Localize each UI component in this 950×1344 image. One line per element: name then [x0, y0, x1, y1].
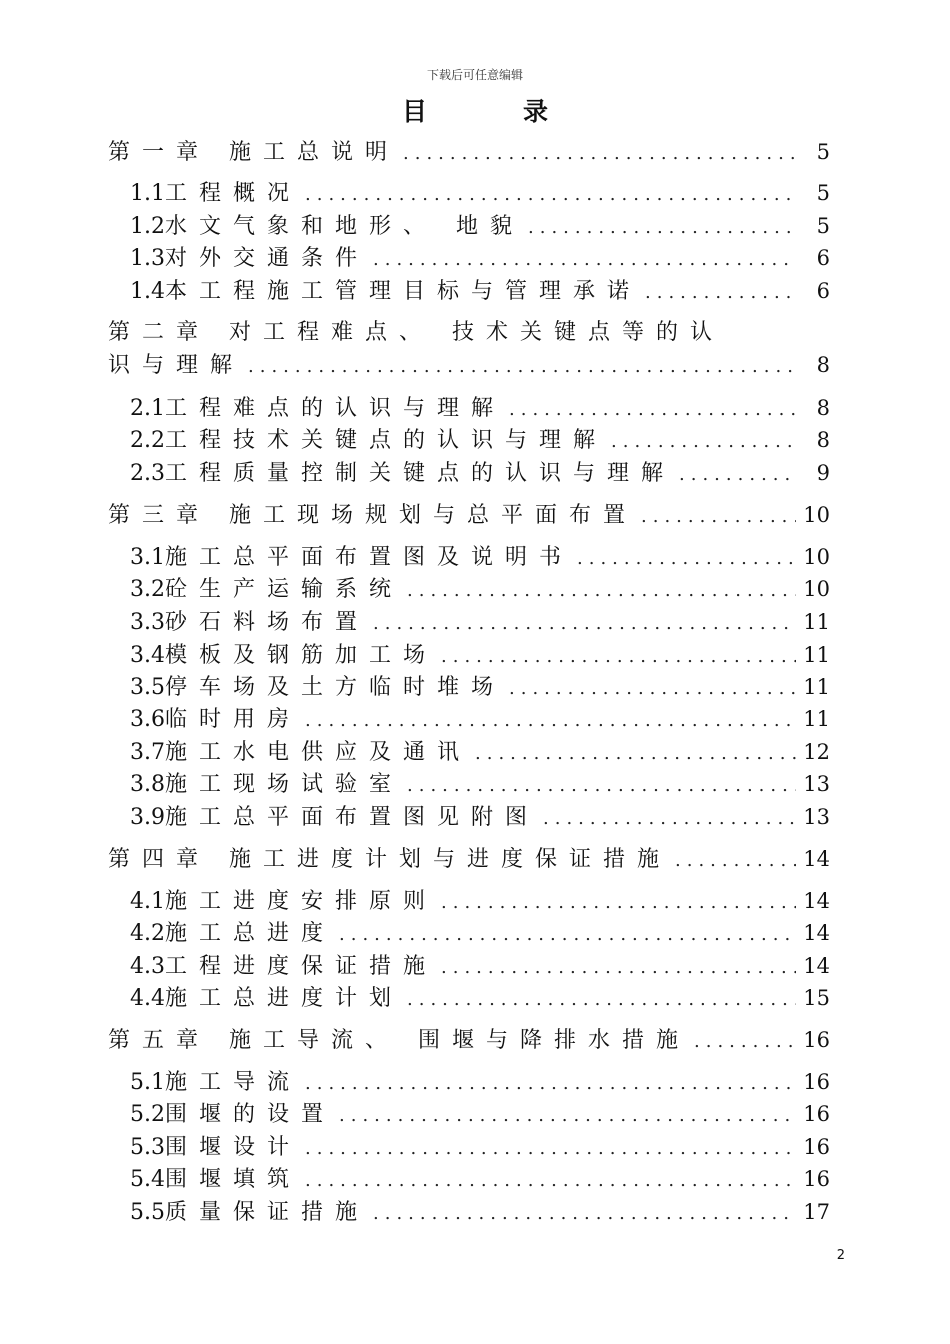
toc-entry-text: 质量保证措施 — [165, 1200, 370, 1225]
toc-leader-dots — [509, 395, 796, 425]
toc-leader-dots — [509, 674, 796, 704]
toc-entry-text: 施工总进度 — [165, 921, 336, 946]
toc-entry-text: 停车场及土方临时堆场 — [165, 675, 506, 700]
toc-leader-dots — [679, 460, 796, 490]
toc-entry-page: 9 — [816, 461, 830, 485]
toc-leader-dots — [403, 139, 796, 169]
toc-entry-text: 第三章 施工现场规划与总平面布置 — [108, 503, 637, 528]
toc-entry-text: 施工水电供应及通讯 — [165, 740, 472, 765]
toc-leader-dots — [373, 245, 796, 275]
toc-entry-page: 13 — [803, 772, 830, 796]
toc-entry-number: 4.4 — [130, 986, 165, 1011]
toc-entry-number: 1.2 — [130, 214, 165, 239]
toc-entry-page: 16 — [803, 1028, 830, 1052]
toc-section-5-4[interactable] — [130, 1164, 830, 1196]
toc-chapter-5[interactable] — [108, 1025, 830, 1057]
toc-section-4-4[interactable] — [130, 983, 830, 1015]
toc-entry-text: 围堰填筑 — [165, 1167, 302, 1192]
toc-entry-text: 砼生产运输系统 — [165, 577, 404, 602]
toc-entry-number: 3.6 — [130, 707, 165, 732]
toc-leader-dots — [373, 609, 796, 639]
toc-entry-page: 6 — [816, 279, 830, 303]
toc-leader-dots — [305, 706, 796, 736]
toc-entry-page: 5 — [816, 140, 830, 164]
toc-entry-text: 对外交通条件 — [165, 246, 370, 271]
toc-leader-dots — [694, 1027, 796, 1057]
toc-section-4-1[interactable] — [130, 886, 830, 918]
toc-entry-text: 识与理解 — [108, 353, 245, 378]
toc-entry-page: 15 — [803, 986, 830, 1010]
page-number: 2 — [836, 1248, 845, 1263]
toc-leader-dots — [305, 1134, 796, 1164]
toc-entry-number: 5.5 — [130, 1200, 165, 1225]
toc-entry-number: 3.5 — [130, 675, 165, 700]
toc-entry-page: 10 — [803, 545, 830, 569]
toc-entry-text: 模板及钢筋加工场 — [165, 643, 438, 668]
toc-leader-dots — [645, 278, 796, 308]
toc-chapter-2[interactable] — [108, 350, 830, 382]
toc-entry-page: 10 — [803, 577, 830, 601]
toc-entry-page: 8 — [816, 396, 830, 420]
toc-entry-page: 8 — [816, 428, 830, 452]
toc-section-3-5[interactable] — [130, 672, 830, 704]
toc-entry-page: 17 — [803, 1200, 830, 1224]
toc-leader-dots — [611, 427, 796, 457]
toc-entry-page: 16 — [803, 1070, 830, 1094]
toc-entry-text: 第五章 施工导流、 围堰与降排水措施 — [108, 1028, 690, 1053]
toc-section-3-9[interactable] — [130, 802, 830, 834]
toc-leader-dots — [577, 544, 796, 574]
toc-section-3-7[interactable] — [130, 737, 830, 769]
toc-section-1-2[interactable] — [130, 211, 830, 243]
toc-entry-page: 14 — [803, 889, 830, 913]
toc-section-5-1[interactable] — [130, 1067, 830, 1099]
toc-section-2-1[interactable] — [130, 393, 830, 425]
toc-leader-dots — [441, 953, 796, 983]
toc-entry-text: 施工总平面布置图及说明书 — [165, 545, 574, 570]
toc-chapter-1[interactable] — [108, 137, 830, 169]
toc-entry-page: 10 — [803, 503, 830, 527]
toc-leader-dots — [373, 1199, 796, 1229]
toc-entry-number: 5.2 — [130, 1102, 165, 1127]
toc-entry-text: 工程概况 — [165, 181, 302, 206]
toc-entry-number: 2.1 — [130, 396, 165, 421]
toc-leader-dots — [407, 771, 796, 801]
toc-entry-number: 1.3 — [130, 246, 165, 271]
toc-section-1-4[interactable] — [130, 276, 830, 308]
toc-entry-page: 16 — [803, 1135, 830, 1159]
toc-section-3-2[interactable] — [130, 574, 830, 606]
toc-entry-number: 5.4 — [130, 1167, 165, 1192]
toc-entry-number: 3.9 — [130, 805, 165, 830]
toc-entry-text: 施工总进度计划 — [165, 986, 404, 1011]
toc-entry-text: 围堰设计 — [165, 1135, 302, 1160]
toc-entry-number: 3.1 — [130, 545, 165, 570]
toc-leader-dots — [339, 920, 796, 950]
toc-entry-number: 5.3 — [130, 1135, 165, 1160]
toc-leader-dots — [675, 846, 796, 876]
toc-entry-number: 4.1 — [130, 889, 165, 914]
toc-entry-page: 11 — [803, 707, 830, 731]
toc-entry-number: 3.7 — [130, 740, 165, 765]
toc-entry-number: 4.3 — [130, 954, 165, 979]
toc-entry-page: 12 — [803, 740, 830, 764]
toc-section-4-2[interactable] — [130, 918, 830, 950]
toc-section-5-3[interactable] — [130, 1132, 830, 1164]
toc-leader-dots — [305, 180, 796, 210]
toc-entry-page: 16 — [803, 1167, 830, 1191]
toc-entry-number: 3.8 — [130, 772, 165, 797]
toc-entry-page: 13 — [803, 805, 830, 829]
toc-section-1-1[interactable] — [130, 178, 830, 210]
toc-entry-page: 14 — [803, 847, 830, 871]
toc-section-3-8[interactable] — [130, 769, 830, 801]
toc-entry-page: 11 — [803, 643, 830, 667]
toc-entry-text: 工程技术关键点的认识与理解 — [165, 428, 608, 453]
toc-leader-dots — [407, 985, 796, 1015]
toc-entry-text: 围堰的设置 — [165, 1102, 336, 1127]
toc-leader-dots — [305, 1069, 796, 1099]
toc-leader-dots — [248, 352, 796, 382]
toc-title: 目录 — [401, 97, 644, 126]
toc-entry-page: 5 — [816, 214, 830, 238]
toc-leader-dots — [641, 502, 796, 532]
toc-entry-number: 4.2 — [130, 921, 165, 946]
toc-entry-page: 14 — [803, 954, 830, 978]
toc-entry-text: 临时用房 — [165, 707, 302, 732]
toc-entry-number: 2.3 — [130, 461, 165, 486]
toc-entry-text: 第一章 施工总说明 — [108, 140, 399, 165]
toc-section-1-3[interactable] — [130, 243, 830, 275]
toc-entry-page: 14 — [803, 921, 830, 945]
toc-entry-page: 5 — [816, 181, 830, 205]
toc-section-3-1[interactable] — [130, 542, 830, 574]
toc-entry-page: 16 — [803, 1102, 830, 1126]
toc-entry-number: 3.2 — [130, 577, 165, 602]
toc-entry-text: 施工总平面布置图见附图 — [165, 805, 540, 830]
toc-entry-page: 11 — [803, 675, 830, 699]
toc-section-4-3[interactable] — [130, 951, 830, 983]
toc-section-2-2[interactable] — [130, 425, 830, 457]
header-note: 下载后可任意编辑 — [426, 68, 523, 82]
toc-entry-text: 施工导流 — [165, 1070, 302, 1095]
toc-leader-dots — [441, 888, 796, 918]
toc-entry-text: 施工进度安排原则 — [165, 889, 438, 914]
toc-entry-text: 工程质量控制关键点的认识与理解 — [165, 461, 676, 486]
toc-entry-page: 8 — [816, 353, 830, 377]
toc-entry-text: 施工现场试验室 — [165, 772, 404, 797]
toc-entry-text: 本工程施工管理目标与管理承诺 — [165, 279, 642, 304]
toc-leader-dots — [407, 576, 796, 606]
toc-leader-dots — [528, 213, 796, 243]
toc-entry-page: 6 — [816, 246, 830, 270]
toc-leader-dots — [441, 642, 796, 672]
toc-section-3-4[interactable] — [130, 640, 830, 672]
toc-entry-number: 3.3 — [130, 610, 165, 635]
toc-entry-number: 1.4 — [130, 279, 165, 304]
toc-entry-number: 5.1 — [130, 1070, 165, 1095]
toc-section-2-3[interactable] — [130, 458, 830, 490]
toc-chapter-2-line-1[interactable]: 第二章 对工程难点、 技术关键点等的认 — [108, 320, 724, 345]
toc-entry-number: 1.1 — [130, 181, 165, 206]
toc-entry-text: 砂石料场布置 — [165, 610, 370, 635]
toc-entry-number: 2.2 — [130, 428, 165, 453]
toc-entry-number: 3.4 — [130, 643, 165, 668]
toc-section-5-5[interactable] — [130, 1197, 830, 1229]
toc-entry-page: 11 — [803, 610, 830, 634]
toc-section-5-2[interactable] — [130, 1099, 830, 1131]
toc-chapter-3[interactable] — [108, 500, 830, 532]
toc-leader-dots — [543, 804, 796, 834]
toc-leader-dots — [475, 739, 796, 769]
toc-leader-dots — [339, 1101, 796, 1131]
toc-leader-dots — [305, 1166, 796, 1196]
toc-section-3-6[interactable] — [130, 704, 830, 736]
toc-entry-text: 第四章 施工进度计划与进度保证措施 — [108, 847, 671, 872]
toc-section-3-3[interactable] — [130, 607, 830, 639]
toc-chapter-4[interactable] — [108, 844, 830, 876]
toc-entry-text: 工程进度保证措施 — [165, 954, 438, 979]
toc-entry-text: 水文气象和地形、 地貌 — [165, 214, 524, 239]
toc-entry-text: 工程难点的认识与理解 — [165, 396, 506, 421]
